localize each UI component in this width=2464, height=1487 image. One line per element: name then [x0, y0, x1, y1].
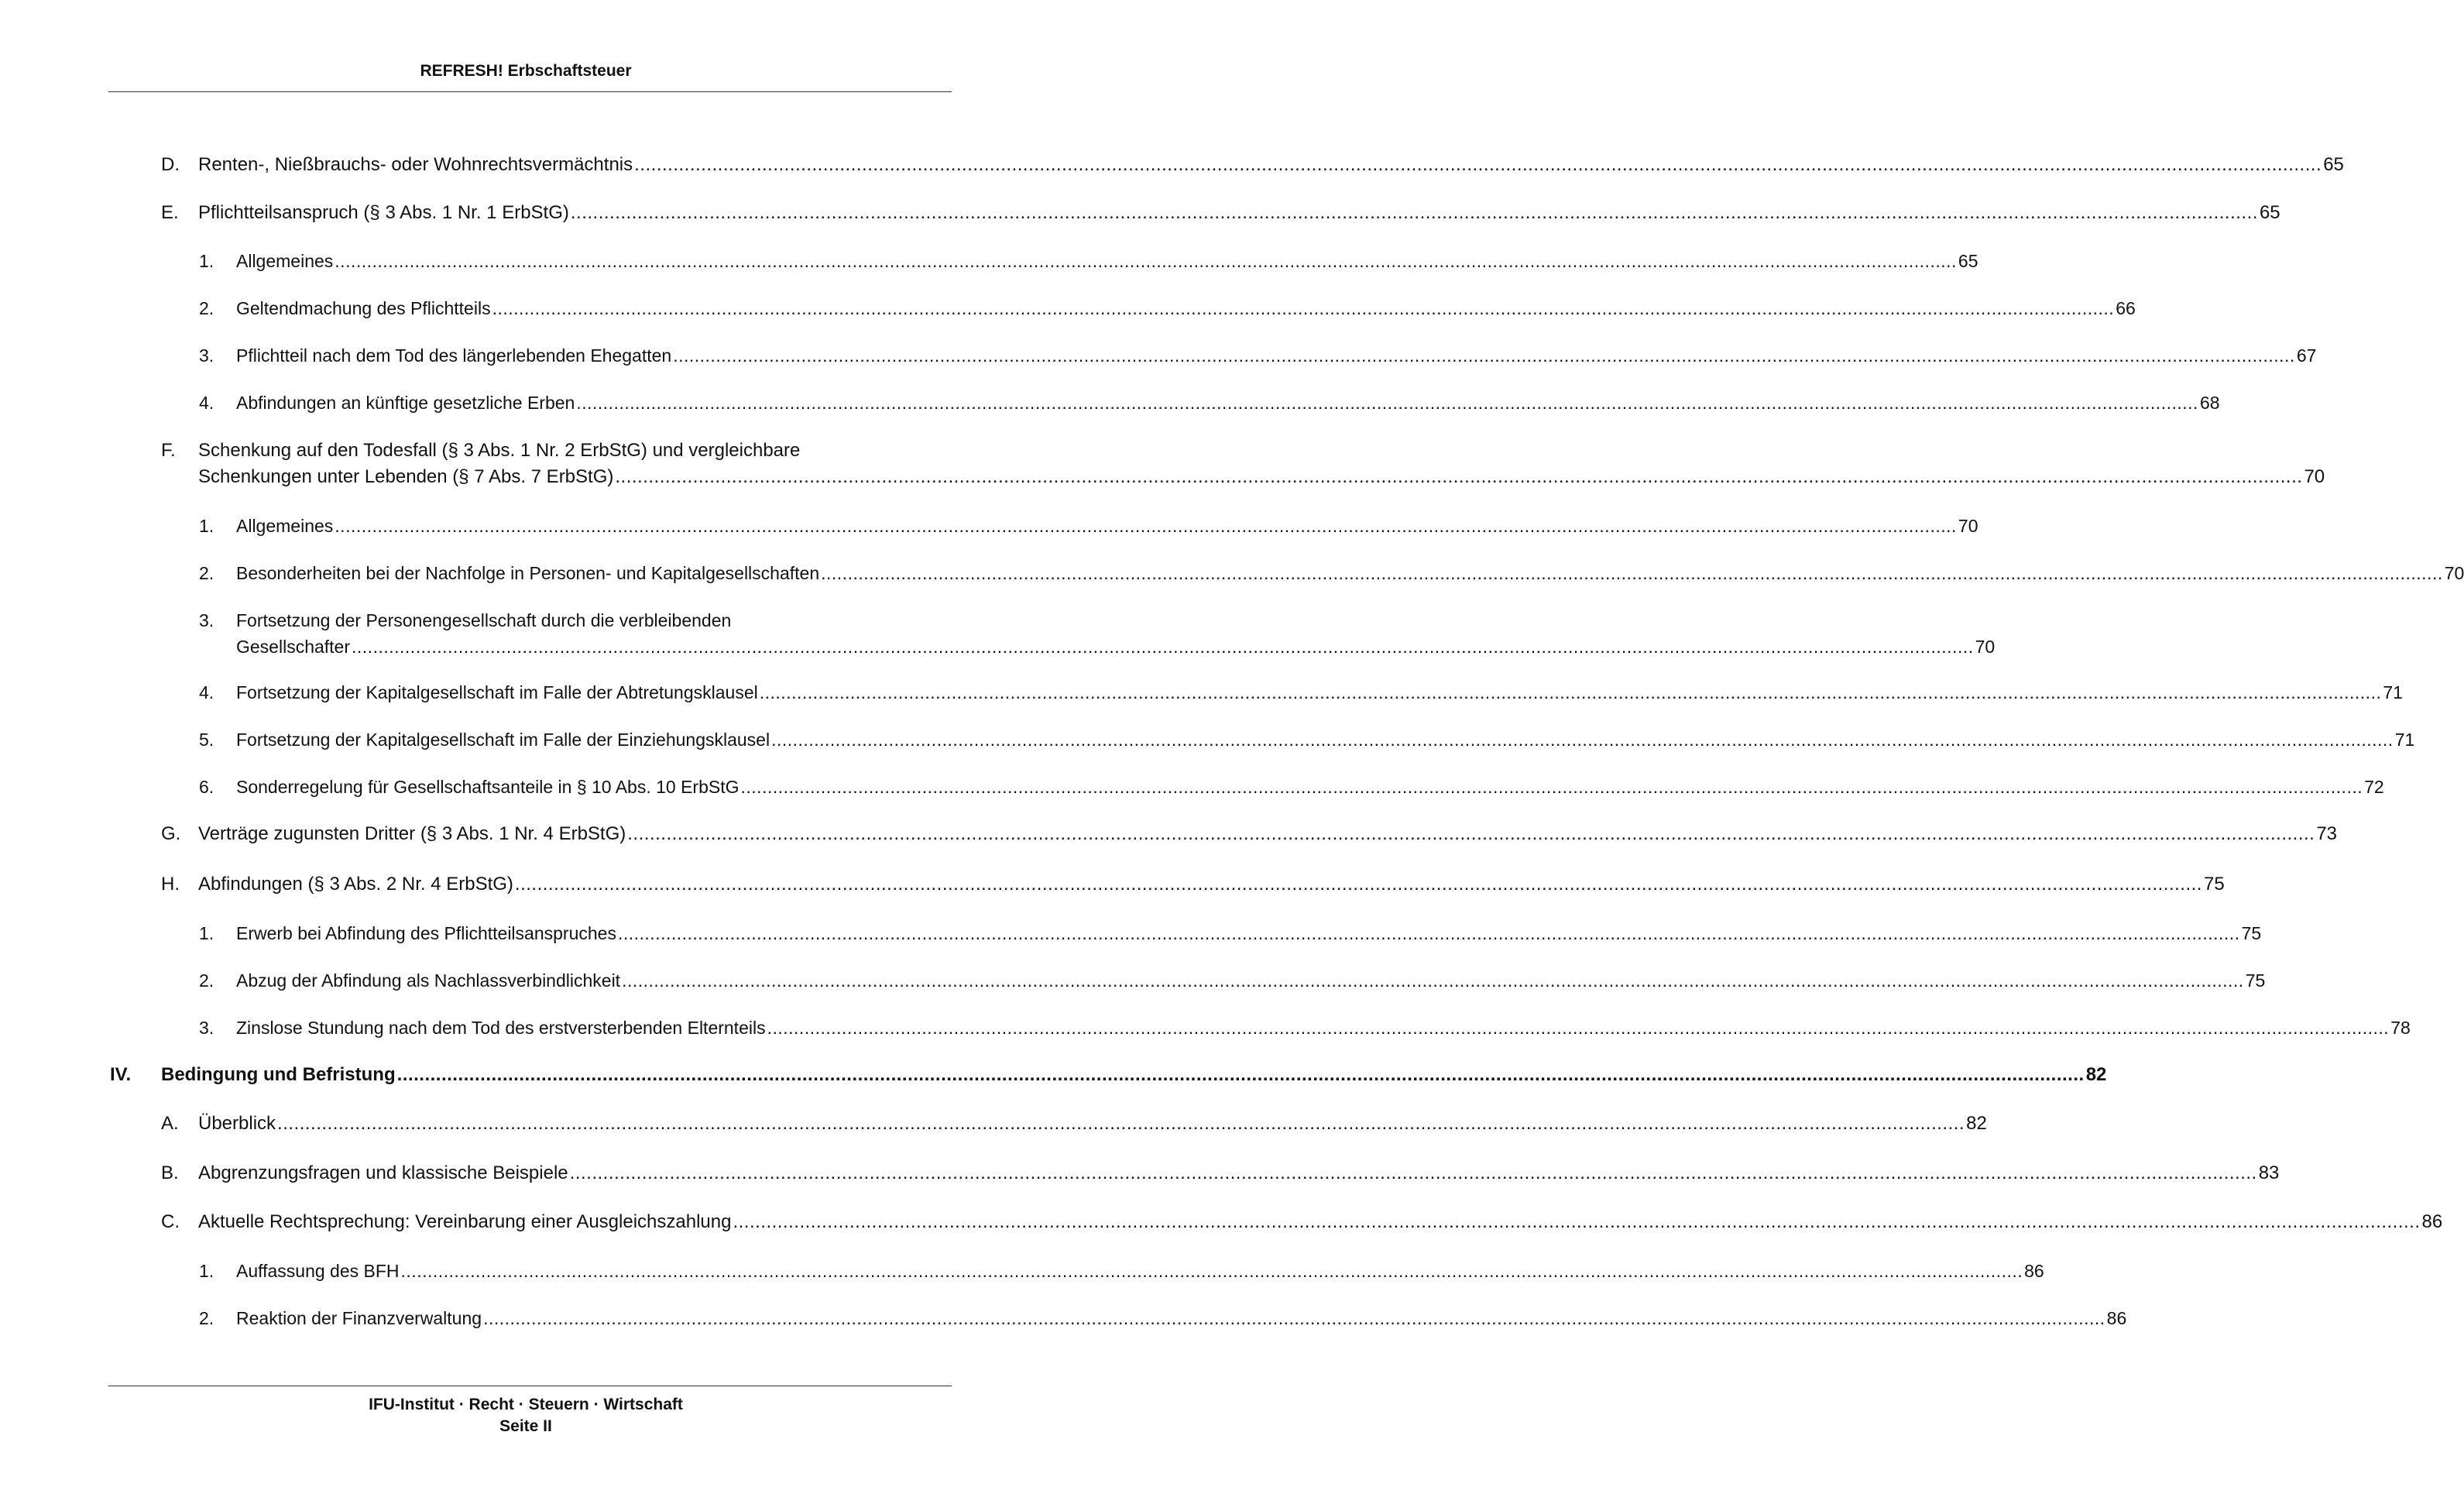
toc-page: 82	[1966, 1113, 1987, 1134]
toc-number: E.	[161, 202, 179, 223]
leader-dots	[741, 774, 2363, 800]
toc-page: 70	[1975, 637, 1996, 657]
leader-dots	[622, 967, 2244, 994]
toc-number: 4.	[199, 393, 214, 413]
page-footer	[0, 1394, 1052, 1437]
toc-title: Allgemeines	[236, 251, 334, 271]
toc-title: Allgemeines	[236, 516, 334, 536]
toc-entry[interactable]	[110, 1062, 2107, 1088]
toc-title: Reaktion der Finanzverwaltung	[236, 1308, 482, 1328]
header-divider	[108, 91, 952, 92]
toc-entry[interactable]	[199, 679, 2403, 706]
toc-title: Abzug der Abfindung als Nachlassverbindlichkeit	[236, 970, 621, 991]
leader-dots	[767, 1015, 2390, 1041]
toc-page: 65	[2259, 202, 2280, 223]
toc-title: Abfindungen an künftige gesetzliche Erben	[236, 393, 575, 413]
running-header: REFRESH! Erbschaftsteuer	[420, 62, 632, 80]
toc-entry[interactable]	[199, 390, 2220, 416]
toc-page: 66	[2116, 298, 2136, 318]
leader-dots	[627, 821, 2315, 847]
toc-entry[interactable]	[161, 1160, 2280, 1187]
leader-dots	[673, 342, 2295, 369]
toc-number: C.	[161, 1211, 180, 1232]
toc-number: 3.	[199, 610, 214, 630]
toc-number: H.	[161, 874, 180, 895]
toc-title-line2: Schenkungen unter Lebenden (§ 7 Abs. 7 ErbStG)	[198, 466, 614, 487]
toc-entry[interactable]	[161, 438, 2325, 490]
toc-title: Verträge zugunsten Dritter (§ 3 Abs. 1 Nr. 4 ErbStG)	[198, 823, 626, 844]
leader-dots	[483, 1305, 2105, 1331]
toc-entry[interactable]	[199, 1015, 2411, 1041]
toc-title: Sonderregelung für Gesellschaftsanteile in § 10 Abs. 10 ErbStG	[236, 777, 740, 797]
toc-number: F.	[161, 440, 176, 461]
toc-number: D.	[161, 154, 180, 175]
toc-page: 86	[2024, 1261, 2044, 1281]
toc-entry[interactable]	[199, 967, 2266, 994]
toc-title-line2: Gesellschafter	[236, 637, 351, 657]
toc-page: 72	[2364, 777, 2384, 797]
toc-page: 75	[2241, 923, 2262, 943]
leader-dots	[618, 920, 2240, 946]
toc-entry[interactable]	[199, 248, 1978, 274]
toc-entry[interactable]	[161, 871, 2225, 898]
leader-dots	[352, 634, 1974, 660]
leader-dots	[335, 248, 1957, 274]
toc-page: 71	[2383, 682, 2403, 702]
toc-title: Fortsetzung der Kapitalgesellschaft im Falle der Abtretungsklausel	[236, 682, 758, 702]
toc-page: 68	[2199, 393, 2220, 413]
leader-dots	[277, 1111, 1965, 1137]
toc-title: Besonderheiten bei der Nachfolge in Personen- und Kapitalgesellschaften	[236, 563, 820, 583]
page-number: Seite II	[499, 1417, 552, 1435]
toc-title: Bedingung und Befristung	[161, 1064, 396, 1085]
toc-page: 82	[2085, 1064, 2107, 1085]
toc-title: Zinslose Stundung nach dem Tod des erstversterbenden Elternteils	[236, 1018, 766, 1038]
leader-dots	[397, 1062, 2085, 1088]
toc-page: 86	[2106, 1308, 2127, 1328]
toc-page: 67	[2296, 345, 2317, 366]
toc-entry[interactable]	[161, 1209, 2443, 1235]
toc-entry[interactable]	[161, 152, 2344, 178]
toc-number: 1.	[199, 923, 214, 943]
toc-page: 78	[2390, 1018, 2411, 1038]
toc-title-line1: Schenkung auf den Todesfall (§ 3 Abs. 1 Nr. 2 ErbStG) und vergleichbare	[198, 440, 801, 461]
leader-dots	[576, 390, 2198, 416]
toc-entry[interactable]	[199, 1305, 2127, 1331]
toc-page: 70	[1958, 516, 1978, 536]
toc-title: Geltendmachung des Pflichtteils	[236, 298, 491, 318]
leader-dots	[570, 1160, 2257, 1187]
leader-dots	[760, 679, 2382, 706]
leader-dots	[492, 295, 2115, 321]
leader-dots	[733, 1209, 2420, 1235]
toc-number: 4.	[199, 682, 214, 702]
toc-entry[interactable]	[161, 200, 2280, 226]
toc-page: 83	[2258, 1162, 2280, 1183]
leader-dots	[634, 152, 2322, 178]
leader-dots	[821, 560, 2443, 586]
toc-entry[interactable]	[199, 920, 2262, 946]
toc-number: 5.	[199, 730, 214, 750]
toc-number: A.	[161, 1113, 179, 1134]
leader-dots	[335, 513, 1957, 539]
toc-entry[interactable]	[161, 1111, 1987, 1137]
toc-number: 3.	[199, 345, 214, 366]
leader-dots	[615, 464, 2302, 490]
leader-dots	[401, 1258, 2023, 1284]
toc-title: Fortsetzung der Kapitalgesellschaft im Falle der Einziehungsklausel	[236, 730, 770, 750]
toc-entry[interactable]	[199, 295, 2136, 321]
leader-dots	[771, 726, 2394, 753]
toc-title: Abgrenzungsfragen und klassische Beispiele	[198, 1162, 568, 1183]
toc-page: 70	[2304, 466, 2325, 487]
toc-page: 65	[2323, 154, 2344, 175]
leader-dots	[515, 871, 2202, 898]
toc-entry[interactable]	[199, 726, 2415, 753]
toc-entry[interactable]	[199, 342, 2317, 369]
toc-page: 65	[1958, 251, 1978, 271]
toc-entry[interactable]	[161, 821, 2338, 847]
toc-number: B.	[161, 1162, 179, 1183]
toc-page: 73	[2316, 823, 2338, 844]
toc-title-line1: Fortsetzung der Personengesellschaft durch die verbleibenden	[236, 610, 732, 630]
toc-title: Abfindungen (§ 3 Abs. 2 Nr. 4 ErbStG)	[198, 874, 513, 895]
toc-title: Erwerb bei Abfindung des Pflichtteilsanspruches	[236, 923, 616, 943]
toc-number: 1.	[199, 1261, 214, 1281]
toc-number: 2.	[199, 1308, 214, 1328]
toc-title: Auffassung des BFH	[236, 1261, 400, 1281]
footer-institute: IFU-Institut · Recht · Steuern · Wirtschaft	[369, 1396, 683, 1413]
toc-page: 86	[2421, 1211, 2443, 1232]
toc-entry[interactable]	[199, 1258, 2044, 1284]
toc-number: 1.	[199, 251, 214, 271]
toc-number: G.	[161, 823, 181, 844]
toc-title: Renten-, Nießbrauchs- oder Wohnrechtsvermächtnis	[198, 154, 633, 175]
toc-entry[interactable]	[199, 774, 2384, 800]
leader-dots	[571, 200, 2258, 226]
toc-title: Pflichtteil nach dem Tod des längerlebenden Ehegatten	[236, 345, 672, 366]
toc-title: Pflichtteilsanspruch (§ 3 Abs. 1 Nr. 1 ErbStG)	[198, 202, 569, 223]
toc-entry[interactable]	[199, 560, 2464, 586]
toc-number: 2.	[199, 563, 214, 583]
toc-number: 2.	[199, 970, 214, 991]
toc-entry[interactable]	[199, 513, 1978, 539]
toc-title: Aktuelle Rechtsprechung: Vereinbarung einer Ausgleichszahlung	[198, 1211, 732, 1232]
toc-page: 71	[2394, 730, 2415, 750]
toc-page: 75	[2245, 970, 2266, 991]
toc-title: Überblick	[198, 1113, 276, 1134]
toc-entry[interactable]	[199, 607, 1996, 660]
toc-page: 75	[2203, 874, 2225, 895]
toc-number: 6.	[199, 777, 214, 797]
toc-page: 70	[2444, 563, 2464, 583]
toc-number: 3.	[199, 1018, 214, 1038]
toc-number: 1.	[199, 516, 214, 536]
toc-number: IV.	[110, 1064, 132, 1085]
toc-number: 2.	[199, 298, 214, 318]
